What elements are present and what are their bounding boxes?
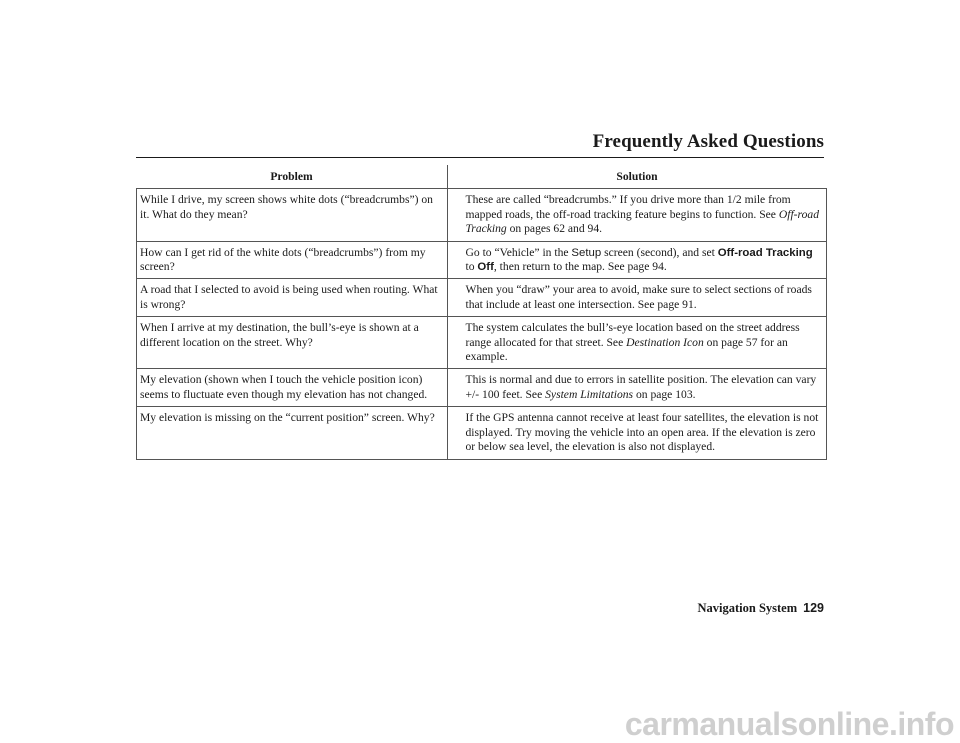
- solution-cell: [447, 189, 827, 241]
- table-header-row: [137, 165, 827, 189]
- problem-cell: While I drive, my screen shows white dots (“breadcrumbs”) on it. What do they mean?: [137, 189, 448, 241]
- page-title: Frequently Asked Questions: [592, 131, 824, 152]
- solution-text: on page 57 for an example.: [465, 335, 788, 364]
- title-divider: [136, 157, 824, 158]
- solution-text: to: [465, 260, 478, 274]
- solution-cell: If the GPS antenna cannot receive at least four satellites, the elevation is not displayed. Try moving the vehicle into an open area. If the elevation is zero or below sea level, the elevation is also not displayed.: [447, 407, 827, 459]
- solution-text: screen (second), and set: [601, 245, 718, 259]
- off-road-tracking-term: Off-road Tracking: [717, 246, 813, 259]
- page-reference: Off-road Tracking: [465, 207, 820, 236]
- page-number: 129: [803, 601, 824, 615]
- setup-term: Setup: [571, 246, 602, 259]
- page-reference: System Limitations: [545, 387, 634, 401]
- solution-cell: [447, 241, 827, 279]
- solution-text: Go to “Vehicle” in the: [465, 245, 572, 259]
- solution-cell: When you “draw” your area to avoid, make sure to select sections of roads that include at least one intersection. See page 91.: [447, 279, 827, 317]
- problem-cell: How can I get rid of the white dots (“breadcrumbs”) from my screen?: [137, 241, 448, 279]
- table-row: [137, 369, 827, 407]
- table-row: [137, 189, 827, 241]
- solution-text: , then return to the map. See page 94.: [493, 260, 667, 274]
- problem-cell: When I arrive at my destination, the bull’s-eye is shown at a different location on the street. Why?: [137, 317, 448, 369]
- off-term: Off: [477, 261, 494, 274]
- faq-table: [136, 165, 827, 460]
- solution-column-header: Solution: [447, 165, 827, 189]
- page-footer: [697, 599, 824, 617]
- problem-cell: My elevation (shown when I touch the vehicle position icon) seems to fluctuate even though my elevation has not changed.: [137, 369, 448, 407]
- problem-cell: My elevation is missing on the “current position” screen. Why?: [137, 407, 448, 459]
- table-row: [137, 279, 827, 317]
- table-row: [137, 407, 827, 459]
- problem-column-header: Problem: [137, 165, 448, 189]
- watermark: carmanualsonline.info: [624, 706, 954, 742]
- footer-section-label: Navigation System: [697, 601, 798, 615]
- solution-text: This is normal and due to errors in satellite position. The elevation can vary +/- 100 feet. See: [465, 373, 817, 401]
- problem-cell: A road that I selected to avoid is being used when routing. What is wrong?: [137, 279, 448, 317]
- table-row: [137, 241, 827, 279]
- solution-text: on pages 62 and 94.: [506, 222, 603, 236]
- solution-text: on page 103.: [633, 387, 696, 401]
- solution-text: The system calculates the bull’s-eye location based on the street address range allocated for that street. See: [465, 321, 800, 349]
- solution-cell: [447, 317, 827, 369]
- page-reference: Destination Icon: [626, 335, 704, 349]
- solution-cell: [447, 369, 827, 407]
- solution-text: These are called “breadcrumbs.” If you drive more than 1/2 mile from mapped roads, the off-road tracking feature begins to function. See: [465, 193, 791, 221]
- table-row: [137, 317, 827, 369]
